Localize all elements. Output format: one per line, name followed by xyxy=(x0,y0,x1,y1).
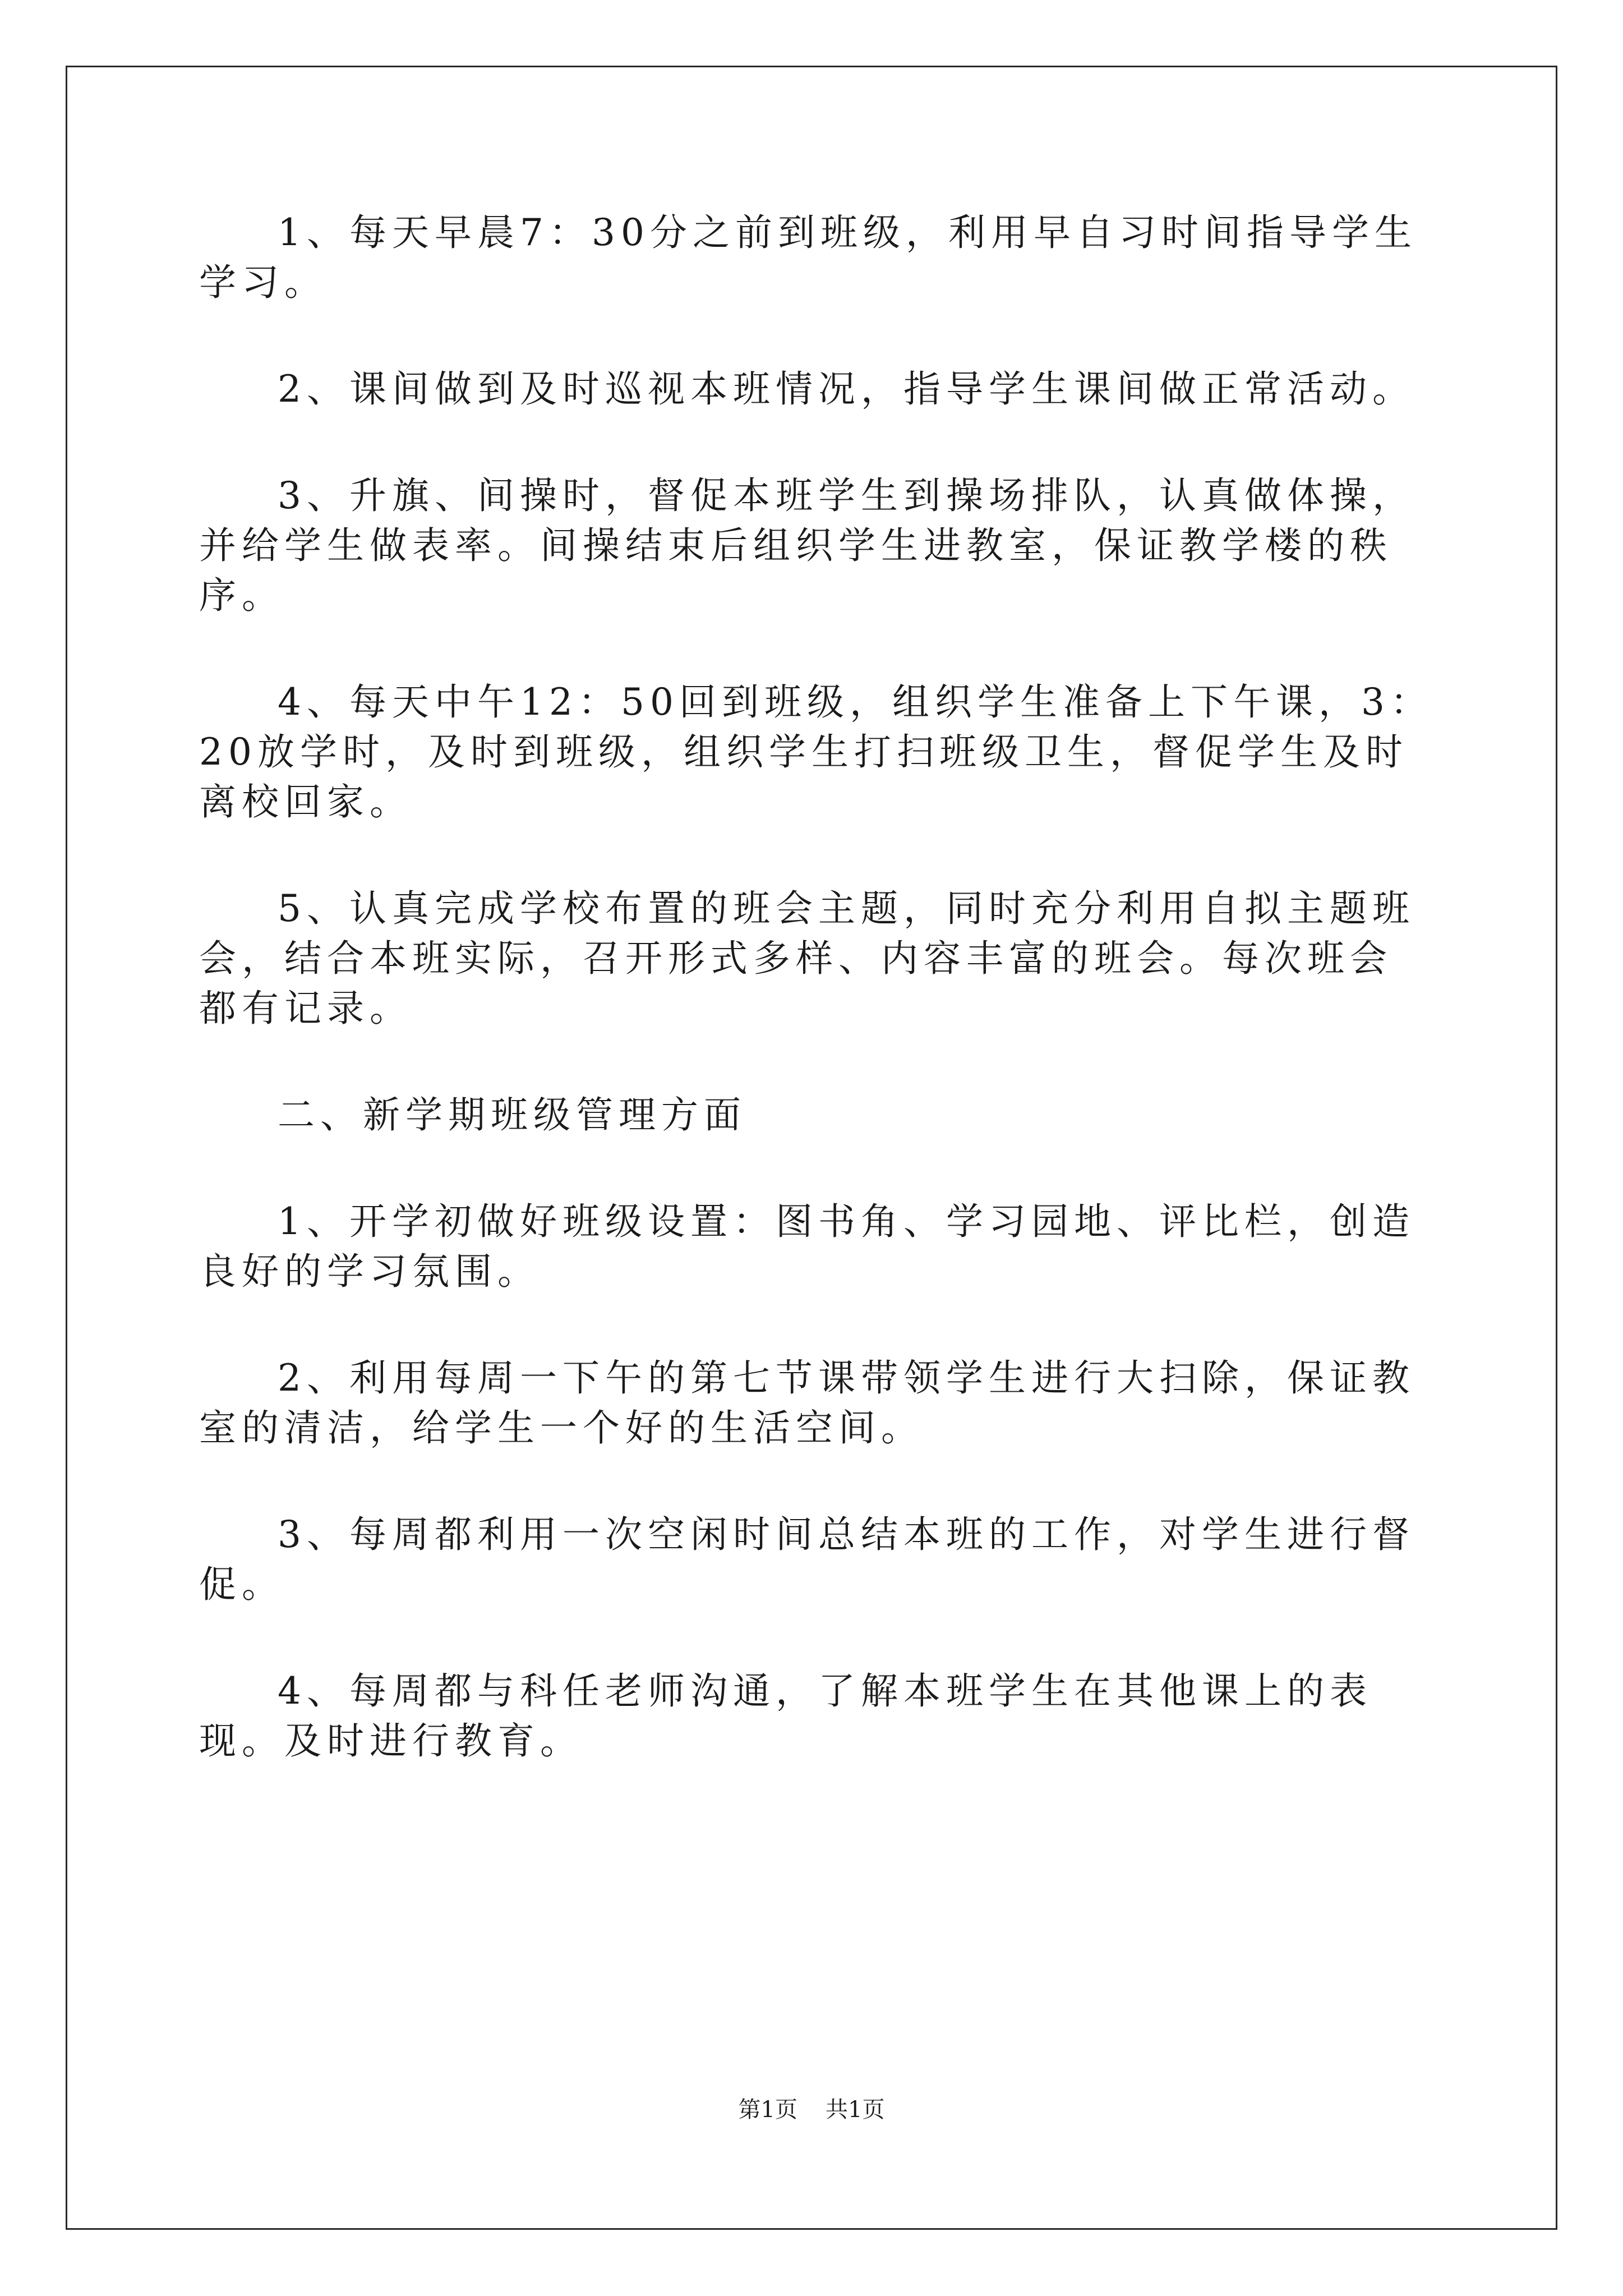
paragraph-4: 4、每天中午12：50回到班级，组织学生准备上下午课，3：20放学时，及时到班级，组织学生打扫班级卫生，督促学生及时离校回家。 xyxy=(199,680,1433,823)
paragraph-2: 2、课间做到及时巡视本班情况，指导学生课间做正常活动。 xyxy=(278,367,1415,411)
paragraph-6: 1、开学初做好班级设置：图书角、学习园地、评比栏，创造良好的学习氛围。 xyxy=(199,1200,1415,1293)
page-footer xyxy=(0,2096,1623,2124)
paragraph-7: 2、利用每周一下午的第七节课带领学生进行大扫除，保证教室的清洁，给学生一个好的生活空间。 xyxy=(199,1356,1415,1450)
page-number-total: 共1页 xyxy=(826,2097,885,2123)
paragraph-3: 3、升旗、间操时，督促本班学生到操场排队，认真做体操，并给学生做表率。间操结束后组织学生进教室，保证教学楼的秩序。 xyxy=(199,474,1415,617)
paragraph-1: 1、每天早晨7：30分之前到班级，利用早自习时间指导学生学习。 xyxy=(199,211,1417,304)
section-heading: 二、新学期班级管理方面 xyxy=(278,1093,746,1137)
paragraph-9: 4、每周都与科任老师沟通，了解本班学生在其他课上的表现。及时进行教育。 xyxy=(199,1669,1372,1763)
page-number-current: 第1页 xyxy=(738,2097,797,2123)
paragraph-8: 3、每周都利用一次空闲时间总结本班的工作，对学生进行督促。 xyxy=(199,1513,1415,1606)
paragraph-5: 5、认真完成学校布置的班会主题，同时充分利用自拟主题班会，结合本班实际，召开形式多样、内容丰富的班会。每次班会都有记录。 xyxy=(199,887,1415,1030)
document-body xyxy=(199,208,1433,1823)
